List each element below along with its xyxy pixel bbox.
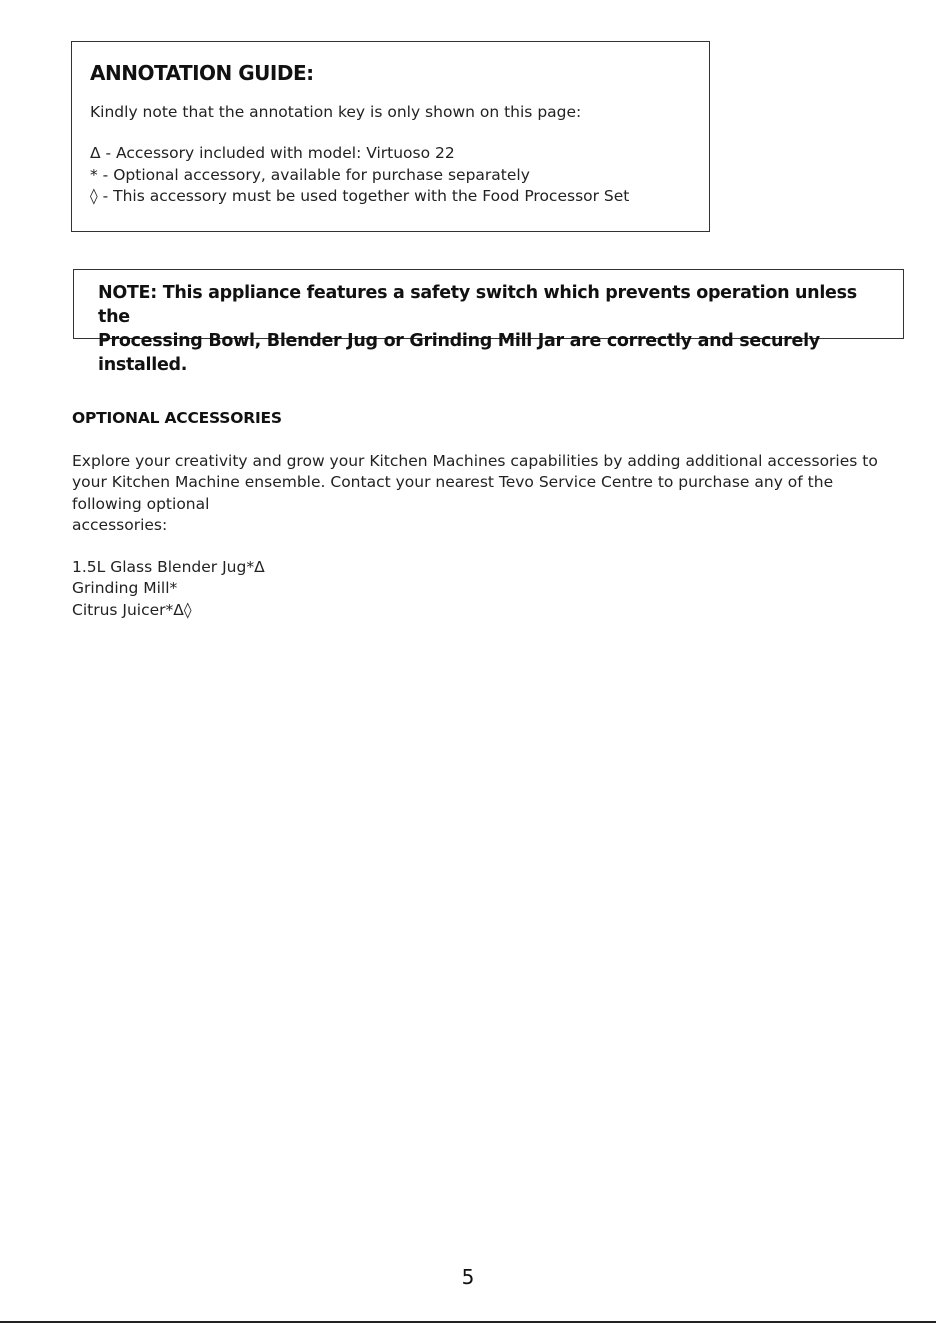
safety-note-box [73,269,904,375]
annotation-guide-intro: Kindly note that the annotation key is only shown on this page: [90,103,582,121]
accessory-item-blender-jug: 1.5L Glass Blender Jug*Δ [72,558,265,576]
bottom-divider [0,1321,936,1323]
body-line: your Kitchen Machine ensemble. Contact your nearest Tevo Service Centre to purchase any of the [72,473,834,492]
body-line: Explore your creativity and grow your Kitchen Machines capabilities by adding additional accessories to [72,452,878,470]
page-number: 5 [461,1265,475,1289]
accessory-list [72,557,265,621]
annotation-key-optional: * - Optional accessory, available for purchase separately [90,165,530,184]
safety-note-line-1: NOTE: This appliance features a safety switch which prevents operation unless the [98,283,857,327]
accessory-item-grinding-mill: Grinding Mill* [72,579,178,598]
annotation-key-food-processor: ◊ - This accessory must be used together with the Food Processor Set [90,187,630,205]
annotation-guide-title: ANNOTATION GUIDE: [90,61,314,85]
annotation-guide-box [71,41,710,232]
annotation-key-included: Δ - Accessory included with model: Virtuoso 22 [90,144,455,162]
accessory-item-citrus-juicer: Citrus Juicer*Δ◊ [72,600,192,619]
body-line: following optional [72,494,210,513]
optional-accessories-body [72,451,892,536]
body-line: accessories: [72,515,168,534]
safety-note-line-2: Processing Bowl, Blender Jug or Grinding Mill Jar are correctly and securely installed. [98,331,820,375]
optional-accessories-heading: OPTIONAL ACCESSORIES [72,409,282,427]
